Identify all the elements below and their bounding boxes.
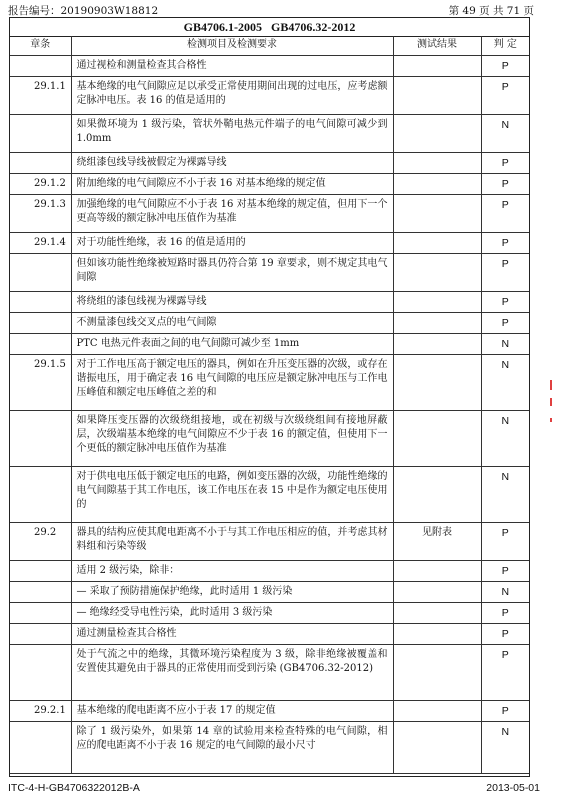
table-row [10,313,529,334]
table-row [10,467,529,523]
result-cell [393,645,481,701]
result-cell [393,313,481,334]
requirement-cell: 基本绝缘的爬电距离不应小于表 17 的规定值 [71,701,393,722]
verdict-cell: P [481,561,529,582]
requirement-cell: 绕组漆包线导线被假定为裸露导线 [71,153,393,174]
result-cell [393,467,481,523]
requirement-cell: 将绕组的漆包线视为裸露导线 [71,292,393,313]
table-row [10,195,529,233]
table-row [10,355,529,411]
clause-cell [10,411,71,467]
clause-cell [10,603,71,624]
margin-mark [550,398,552,406]
verdict-cell: N [481,582,529,603]
page-number: 第 49 页 共 71 页 [448,5,534,17]
table-row [10,292,529,313]
verdict-cell: P [481,254,529,292]
requirement-cell: 通过测量检查其合格性 [71,624,393,645]
table-row [10,582,529,603]
requirement-cell: 适用 2 级污染，除非： [71,561,393,582]
requirement-cell: 如果降压变压器的次级绕组接地，或在初级与次级绕组间有接地屏蔽层，次级端基本绝缘的电气间隙应不少于表 16 的额定值，但使用下一个更低的额定脉冲电压值作为基准 [71,411,393,467]
table-row [10,334,529,355]
requirement-cell: 器具的结构应使其爬电距离不小于与其工作电压相应的值，并考虑其材料组和污染等级 [71,523,393,561]
footer-date: 2013-05-01 [486,782,540,794]
verdict-cell: P [481,195,529,233]
table-row [10,701,529,722]
verdict-cell: N [481,467,529,523]
clause-cell [10,313,71,334]
result-cell [393,195,481,233]
margin-mark [550,418,552,422]
verdict-cell: N [481,355,529,411]
table-row [10,722,529,774]
clause-cell [10,582,71,603]
result-cell [393,77,481,115]
requirement-cell: 附加绝缘的电气间隙应不小于表 16 对基本绝缘的规定值 [71,174,393,195]
clause-cell [10,254,71,292]
table-row [10,523,529,561]
table-row [10,77,529,115]
requirement-cell: 通过视检和测量检查其合格性 [71,56,393,77]
clause-cell [10,56,71,77]
result-cell [393,254,481,292]
test-table [10,36,529,774]
verdict-cell: P [481,313,529,334]
requirement-cell: 加强绝缘的电气间隙应不小于表 16 对基本绝缘的规定值，但用下一个更高等级的额定脉冲电压值作为基准 [71,195,393,233]
clause-cell [10,467,71,523]
verdict-cell: P [481,77,529,115]
verdict-cell: N [481,722,529,774]
result-cell [393,334,481,355]
clause-cell: 29.2.1 [10,701,71,722]
requirement-cell: 不测量漆包线交叉点的电气间隙 [71,313,393,334]
result-cell [393,561,481,582]
verdict-cell: P [481,701,529,722]
verdict-cell: P [481,603,529,624]
clause-cell [10,645,71,701]
table-row [10,233,529,254]
result-cell [393,582,481,603]
requirement-cell: PTC 电热元件表面之间的电气间隙可减少至 1mm [71,334,393,355]
table-body [10,56,529,774]
margin-mark [550,380,552,390]
result-cell [393,411,481,467]
requirement-cell: — 绝缘经受导电性污染，此时适用 3 级污染 [71,603,393,624]
table-row [10,603,529,624]
report-frame [9,17,530,777]
verdict-cell: N [481,334,529,355]
col-result-header: 测试结果 [393,36,481,56]
requirement-cell: 对于功能性绝缘，表 16 的值是适用的 [71,233,393,254]
requirement-cell: 但如该功能性绝缘被短路时器具仍符合第 19 章要求，则不规定其电气间隙 [71,254,393,292]
clause-cell [10,722,71,774]
col-requirement-header: 检测项目及检测要求 [71,36,393,56]
verdict-cell: N [481,411,529,467]
result-cell [393,233,481,254]
standard-title: GB4706.1-2005 GB4706.32-2012 [10,18,529,37]
table-row [10,174,529,195]
result-cell [393,153,481,174]
result-cell [393,722,481,774]
requirement-cell: 如果微环境为 1 级污染，管状外鞘电热元件端子的电气间隙可减少到 1.0mm [71,115,393,153]
result-cell [393,355,481,411]
clause-cell: 29.1.5 [10,355,71,411]
verdict-cell: P [481,523,529,561]
verdict-cell: P [481,153,529,174]
report-number: 报告编号：20190903W18812 [8,5,159,17]
clause-cell: 29.1.3 [10,195,71,233]
result-cell [393,174,481,195]
verdict-cell: P [481,292,529,313]
table-row [10,254,529,292]
clause-cell: 29.1.1 [10,77,71,115]
result-cell: 见附表 [393,523,481,561]
verdict-cell: P [481,233,529,254]
result-cell [393,56,481,77]
verdict-cell: N [481,115,529,153]
footer-doc-code: ITC-4-H-GB4706322012B-A [8,782,140,794]
col-verdict-header: 判 定 [481,36,529,56]
table-row [10,561,529,582]
result-cell [393,624,481,645]
clause-cell [10,153,71,174]
result-cell [393,292,481,313]
table-row [10,56,529,77]
verdict-cell: P [481,645,529,701]
clause-cell: 29.1.2 [10,174,71,195]
requirement-cell: — 采取了预防措施保护绝缘，此时适用 1 级污染 [71,582,393,603]
table-row [10,153,529,174]
result-cell [393,115,481,153]
clause-cell [10,115,71,153]
requirement-cell: 对于供电电压低于额定电压的电路，例如变压器的次级，功能性绝缘的电气间隙基于其工作电压，该工作电压在表 15 中是作为额定电压使用的 [71,467,393,523]
col-clause-header: 章条 [10,36,71,56]
clause-cell [10,561,71,582]
result-cell [393,603,481,624]
requirement-cell: 基本绝缘的电气间隙应足以承受正常使用期间出现的过电压，应考虑额定脉冲电压。表 16 的值是适用的 [71,77,393,115]
result-cell [393,701,481,722]
table-row [10,411,529,467]
requirement-cell: 除了 1 级污染外，如果第 14 章的试验用来检查特殊的电气间隙，相应的爬电距离不小于表 16 规定的电气间隙的最小尺寸 [71,722,393,774]
table-row [10,624,529,645]
verdict-cell: P [481,174,529,195]
table-header-row [10,36,529,56]
clause-cell [10,334,71,355]
verdict-cell: P [481,56,529,77]
table-row [10,115,529,153]
clause-cell: 29.2 [10,523,71,561]
clause-cell [10,292,71,313]
verdict-cell: P [481,624,529,645]
table-row [10,645,529,701]
requirement-cell: 处于气流之中的绝缘，其微环境污染程度为 3 级，除非绝缘被覆盖和安置使其避免由于器具的正常使用而受到污染 (GB4706.32-2012) [71,645,393,701]
requirement-cell: 对于工作电压高于额定电压的器具，例如在升压变压器的次级，或存在谐振电压，用于确定表 16 电气间隙的电压应是额定脉冲电压与工作电压峰值和额定电压峰值之差的和 [71,355,393,411]
clause-cell [10,624,71,645]
clause-cell: 29.1.4 [10,233,71,254]
